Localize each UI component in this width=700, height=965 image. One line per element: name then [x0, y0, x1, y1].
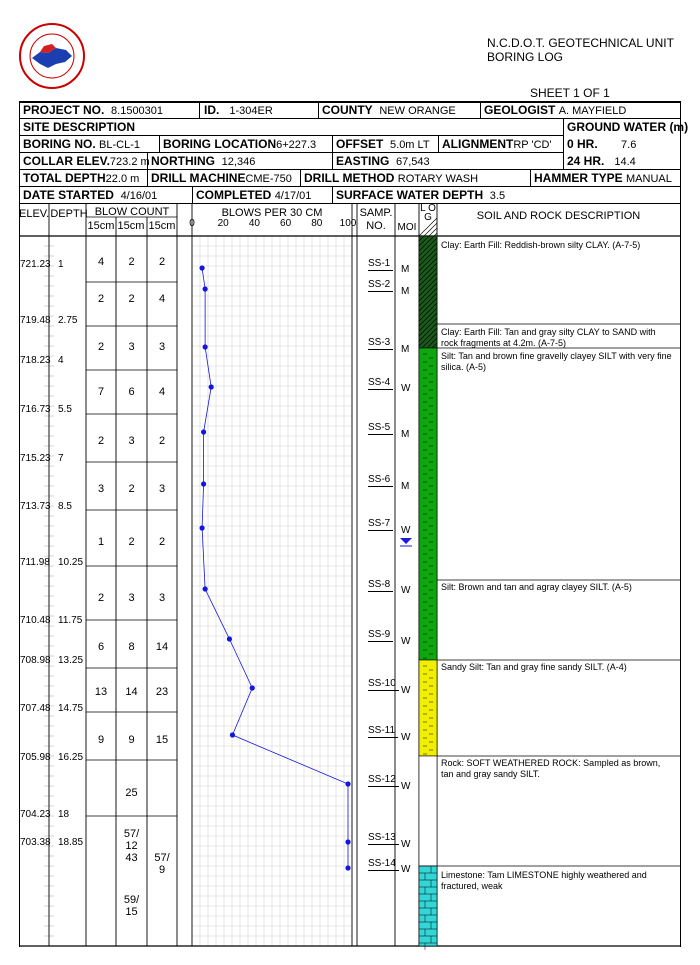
blow-count-cell: 1: [97, 536, 105, 548]
blow-count-point: [250, 685, 255, 690]
sample-number: SS-2: [368, 279, 393, 292]
moi-header: MOI: [397, 222, 417, 233]
blow-count-cell: 43: [125, 852, 138, 864]
sample-number: SS-9: [368, 629, 393, 642]
blow-count-cell: 59/ 15: [123, 894, 140, 918]
blow-count-cell: 14: [155, 641, 169, 653]
depth-col-header: DEPTH: [50, 208, 88, 220]
collar-elev-field: COLLAR ELEV.723.2 m: [23, 154, 150, 168]
blow-count-cell: 6: [128, 386, 135, 398]
water-level-icon: [400, 538, 412, 544]
moisture-value: W: [401, 585, 411, 596]
blow-count-cell: 15: [155, 734, 169, 746]
blow-count-cell: 6: [97, 641, 105, 653]
depth-value: 18: [58, 809, 70, 820]
soil-description: Clay: Earth Fill: Reddish-brown silty CLAY. (A-7-5): [441, 240, 641, 250]
blow-count-cell: 57/ 9: [154, 852, 170, 876]
depth-value: 4: [58, 355, 64, 366]
moisture-value: W: [401, 636, 411, 647]
x-tick-label: 0: [189, 218, 195, 229]
depth-value: 11.75: [58, 615, 83, 626]
blow-count-cell: 4: [97, 256, 105, 268]
blow-count-cell: 3: [128, 435, 135, 447]
moisture-value: M: [401, 481, 410, 492]
depth-value: 16.25: [58, 752, 84, 763]
completed-field: COMPLETED 4/17/01: [196, 188, 312, 202]
elevation-value: 718.23: [20, 355, 51, 366]
blow-count-cell: 4: [158, 293, 166, 305]
log-layer-silt: [419, 348, 437, 660]
moisture-value: M: [401, 429, 410, 440]
elev-col-header: ELEV.: [19, 208, 50, 220]
sample-number: SS-5: [368, 422, 393, 435]
blow-count-point: [345, 839, 350, 844]
blow-count-cell: 2: [128, 536, 135, 548]
blow-count-point: [227, 636, 232, 641]
log-layer-limestone: [419, 866, 437, 946]
blow-count-cell: 2: [128, 293, 135, 305]
blow-count-cell: 7: [97, 386, 105, 398]
log-layer-sandy-silt: [419, 660, 437, 756]
depth-value: 1: [58, 259, 64, 270]
sheet-number: SHEET 1 OF 1: [530, 86, 610, 100]
blow-15cm-3-header: 15cm: [148, 220, 176, 232]
soil-description: Sandy Silt: Tan and gray fine sandy SILT. (A-4): [441, 662, 627, 672]
soil-description: Silt: Brown and tan and agray clayey SILT. (A-5): [441, 582, 632, 592]
hammer-type-field: HAMMER TYPE MANUAL: [534, 171, 672, 185]
moisture-value: W: [401, 839, 411, 850]
sample-number: SS-6: [368, 474, 393, 487]
blow-count-point: [203, 286, 208, 291]
northing-field: NORTHING 12,346: [151, 154, 256, 168]
log-header: L O G: [420, 203, 436, 223]
offset-field: OFFSET 5.0m LT: [336, 137, 430, 151]
elevation-value: 705.98: [20, 752, 51, 763]
blows-per-header: BLOWS PER 30 CM: [221, 207, 323, 219]
depth-value: 7: [58, 453, 64, 464]
depth-value: 10.25: [58, 557, 84, 568]
elevation-value: 713.73: [20, 501, 51, 512]
blow-count-point: [199, 525, 204, 530]
elevation-value: 707.48: [20, 703, 51, 714]
blow-count-cell: 9: [128, 734, 135, 746]
moisture-value: M: [401, 286, 410, 297]
blow-count-cell: 9: [97, 734, 105, 746]
sample-number: SS-13: [368, 832, 399, 845]
sample-number: SS-1: [368, 258, 393, 271]
elevation-value: 710.48: [20, 615, 51, 626]
moisture-value: W: [401, 383, 411, 394]
log-layer-weathered-rock: [419, 756, 437, 866]
sample-number: SS-14: [368, 858, 399, 871]
blow-15cm-2-header: 15cm: [117, 220, 145, 232]
boring-no-field: BORING NO. BL-CL-1: [23, 137, 140, 151]
elevation-value: 703.38: [20, 837, 51, 848]
blow-count-point: [345, 865, 350, 870]
depth-value: 18.85: [58, 837, 84, 848]
blow-count-point: [203, 344, 208, 349]
blow-count-point: [230, 732, 235, 737]
elevation-value: 711.98: [20, 557, 50, 568]
blow-15cm-1-header: 15cm: [87, 220, 115, 232]
blow-count-point: [201, 429, 206, 434]
x-tick-label: 20: [217, 218, 229, 229]
soil-description: Rock: SOFT WEATHERED ROCK: Sampled as brown, tan and gray sandy SILT.: [441, 758, 661, 779]
blow-count-cell: 4: [158, 386, 166, 398]
sample-number: SS-10: [368, 678, 399, 691]
geologist-field: GEOLOGIST A. MAYFIELD: [484, 103, 627, 117]
county-field: COUNTY NEW ORANGE: [322, 103, 456, 117]
blow-count-cell: 3: [158, 341, 166, 353]
blow-count-cell: 8: [128, 641, 135, 653]
x-tick-label: 100: [339, 218, 357, 229]
elevation-value: 721.23: [20, 259, 51, 270]
blow-count-cell: 2: [97, 592, 105, 604]
blow-count-cell: 2: [97, 435, 105, 447]
depth-value: 14.75: [58, 703, 84, 714]
blow-count-cell: 2: [128, 483, 135, 495]
blow-count-cell: 57/ 12: [123, 828, 140, 852]
blow-count-cell: 25: [125, 787, 138, 799]
blow-count-cell: 2: [158, 435, 166, 447]
sample-number: SS-4: [368, 377, 393, 390]
elevation-value: 704.23: [20, 809, 51, 820]
x-tick-label: 80: [311, 218, 323, 229]
depth-value: 13.25: [58, 655, 84, 666]
blow-count-cell: 3: [158, 592, 166, 604]
org-title: N.C.D.O.T. GEOTECHNICAL UNIT: [487, 36, 674, 50]
sample-number: SS-7: [368, 518, 393, 531]
alignment-field: ALIGNMENTRP 'CD': [442, 137, 552, 151]
x-tick-label: 40: [248, 218, 260, 229]
blow-count-point: [203, 586, 208, 591]
blow-count-cell: 3: [158, 483, 166, 495]
blow-count-cell: 3: [97, 483, 105, 495]
date-started-field: DATE STARTED 4/16/01: [23, 188, 158, 202]
blow-count-cell: 13: [94, 686, 108, 698]
elevation-value: 719.48: [20, 315, 51, 326]
depth-value: 8.5: [58, 501, 72, 512]
site-description-label: SITE DESCRIPTION: [23, 120, 136, 134]
moisture-value: W: [401, 864, 411, 875]
sample-number: SS-8: [368, 579, 393, 592]
boring-location-field: BORING LOCATION6+227.3: [163, 137, 317, 151]
soil-description: Limestone: Tam LIMESTONE highly weathered and fractured, weak: [441, 870, 647, 891]
project-no-field: PROJECT NO. 8.1500301: [23, 103, 164, 117]
blow-count-point: [209, 384, 214, 389]
sample-number: SS-11: [368, 725, 398, 738]
moisture-value: W: [401, 732, 411, 743]
description-header: SOIL AND ROCK DESCRIPTION: [476, 210, 641, 222]
soil-description: Clay: Earth Fill: Tan and gray silty CLAY to SAND with rock fragments at 4.2m. (A-7-5): [441, 327, 656, 348]
blow-count-cell: 2: [97, 341, 105, 353]
blow-count-cell: 3: [128, 341, 135, 353]
blow-count-point: [201, 481, 206, 486]
blow-count-cell: 23: [155, 686, 169, 698]
drill-method-field: DRILL METHOD ROTARY WASH: [304, 171, 479, 185]
sample-number: SS-12: [368, 774, 399, 787]
blow-count-point: [345, 781, 350, 786]
blow-count-cell: 2: [158, 536, 166, 548]
surface-water-depth-field: SURFACE WATER DEPTH 3.5: [336, 188, 506, 202]
id-field: ID. 1-304ER: [204, 103, 273, 117]
log-title: BORING LOG: [487, 50, 564, 64]
depth-value: 5.5: [58, 404, 72, 415]
samp-no-header: NO.: [366, 220, 386, 232]
drill-machine-field: DRILL MACHINECME-750: [151, 171, 292, 185]
gw-0hr-field: 0 HR. 7.6: [567, 137, 637, 151]
moisture-value: W: [401, 525, 411, 536]
blow-count-cell: 2: [97, 293, 105, 305]
moisture-value: W: [401, 685, 411, 696]
elevation-value: 716.73: [20, 404, 51, 415]
x-tick-label: 60: [280, 218, 292, 229]
blow-count-header: BLOW COUNT: [94, 206, 170, 218]
easting-field: EASTING 67,543: [336, 154, 430, 168]
blow-count-cell: 3: [128, 592, 135, 604]
moisture-value: M: [401, 264, 410, 275]
ground-water-label: GROUND WATER (m): [567, 120, 689, 134]
total-depth-field: TOTAL DEPTH22.0 m: [23, 171, 140, 185]
moisture-value: W: [401, 781, 411, 792]
moisture-value: M: [401, 344, 410, 355]
sample-number: SS-3: [368, 337, 393, 350]
blow-count-cell: 14: [125, 686, 138, 698]
gw-24hr-field: 24 HR. 14.4: [567, 154, 636, 168]
elevation-value: 708.98: [20, 655, 51, 666]
clay-hatch: [419, 218, 437, 236]
soil-description: Silt: Tan and brown fine gravelly clayey SILT with very fine silica. (A-5): [441, 351, 672, 372]
blow-count-point: [199, 265, 204, 270]
elevation-value: 715.23: [20, 453, 51, 464]
depth-value: 2.75: [58, 315, 78, 326]
samp-header: SAMP.: [359, 207, 393, 219]
blow-count-cell: 2: [128, 256, 135, 268]
blow-count-cell: 2: [158, 256, 166, 268]
